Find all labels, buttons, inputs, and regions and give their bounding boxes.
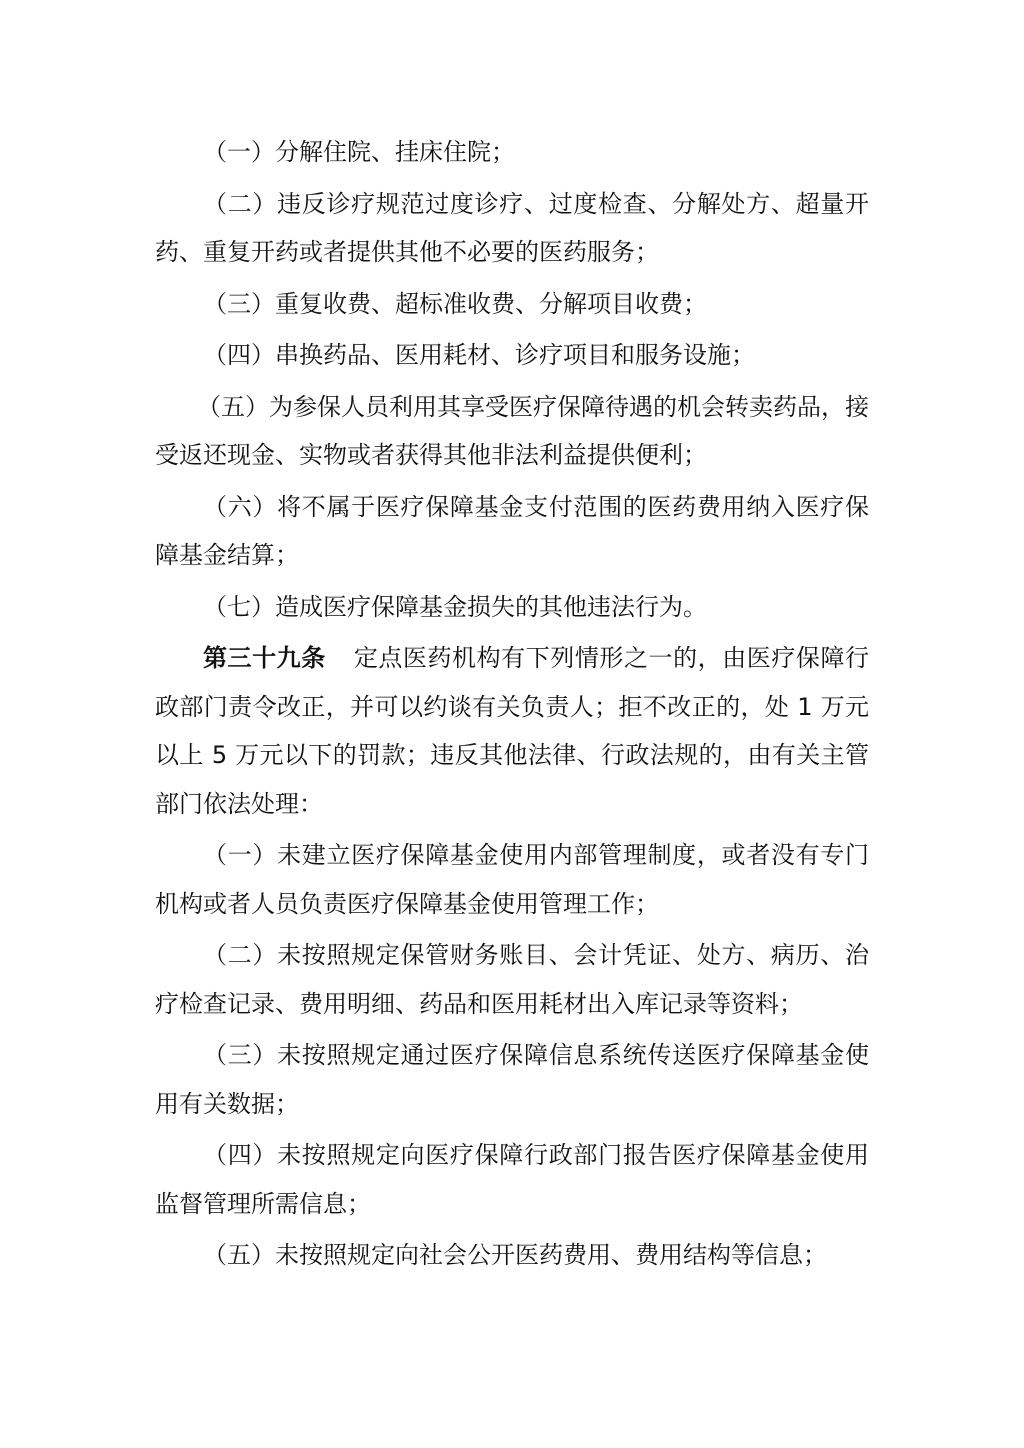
list-item: （二）未按照规定保管财务账目、会计凭证、处方、病历、治疗检查记录、费用明细、药品和医用耗材出入库记录等资料； — [155, 941, 869, 1018]
list-item: （一）分解住院、挂床住院； — [203, 138, 515, 166]
list-item: （七）造成医疗保障基金损失的其他违法行为。 — [203, 592, 707, 621]
list-item: （二）违反诊疗规范过度诊疗、过度检查、分解处方、超量开药、重复开药或者提供其他不必要的医药服务； — [155, 189, 869, 266]
document-page — [155, 128, 869, 1283]
list-item: （一）未建立医疗保障基金使用内部管理制度，或者没有专门机构或者人员负责医疗保障基金使用管理工作； — [155, 841, 869, 918]
list-item: （三）重复收费、超标准收费、分解项目收费； — [203, 289, 707, 318]
list-item: （四）未按照规定向医疗保障行政部门报告医疗保障基金使用监督管理所需信息； — [155, 1141, 869, 1218]
list-item: （六）将不属于医疗保障基金支付范围的医药费用纳入医疗保障基金结算； — [155, 492, 869, 569]
article-heading: 第三十九条 — [203, 644, 326, 672]
article-body: 定点医药机构有下列情形之一的，由医疗保障行政部门责令改正，并可以约谈有关负责人；拒不改正的，处 1 万元以上 5 万元以下的罚款；违反其他法律、行政法规的，由有关主管部门依法处理： — [155, 644, 870, 818]
list-item: （三）未按照规定通过医疗保障信息系统传送医疗保障基金使用有关数据； — [155, 1041, 869, 1118]
list-item: （五）未按照规定向社会公开医药费用、费用结构等信息； — [203, 1241, 827, 1269]
list-item: （四）串换药品、医用耗材、诊疗项目和服务设施； — [203, 341, 755, 369]
list-item: （五）为参保人员利用其享受医疗保障待遇的机会转卖药品，接受返还现金、实物或者获得其他非法利益提供便利； — [155, 392, 869, 469]
article-paragraph — [155, 634, 869, 828]
